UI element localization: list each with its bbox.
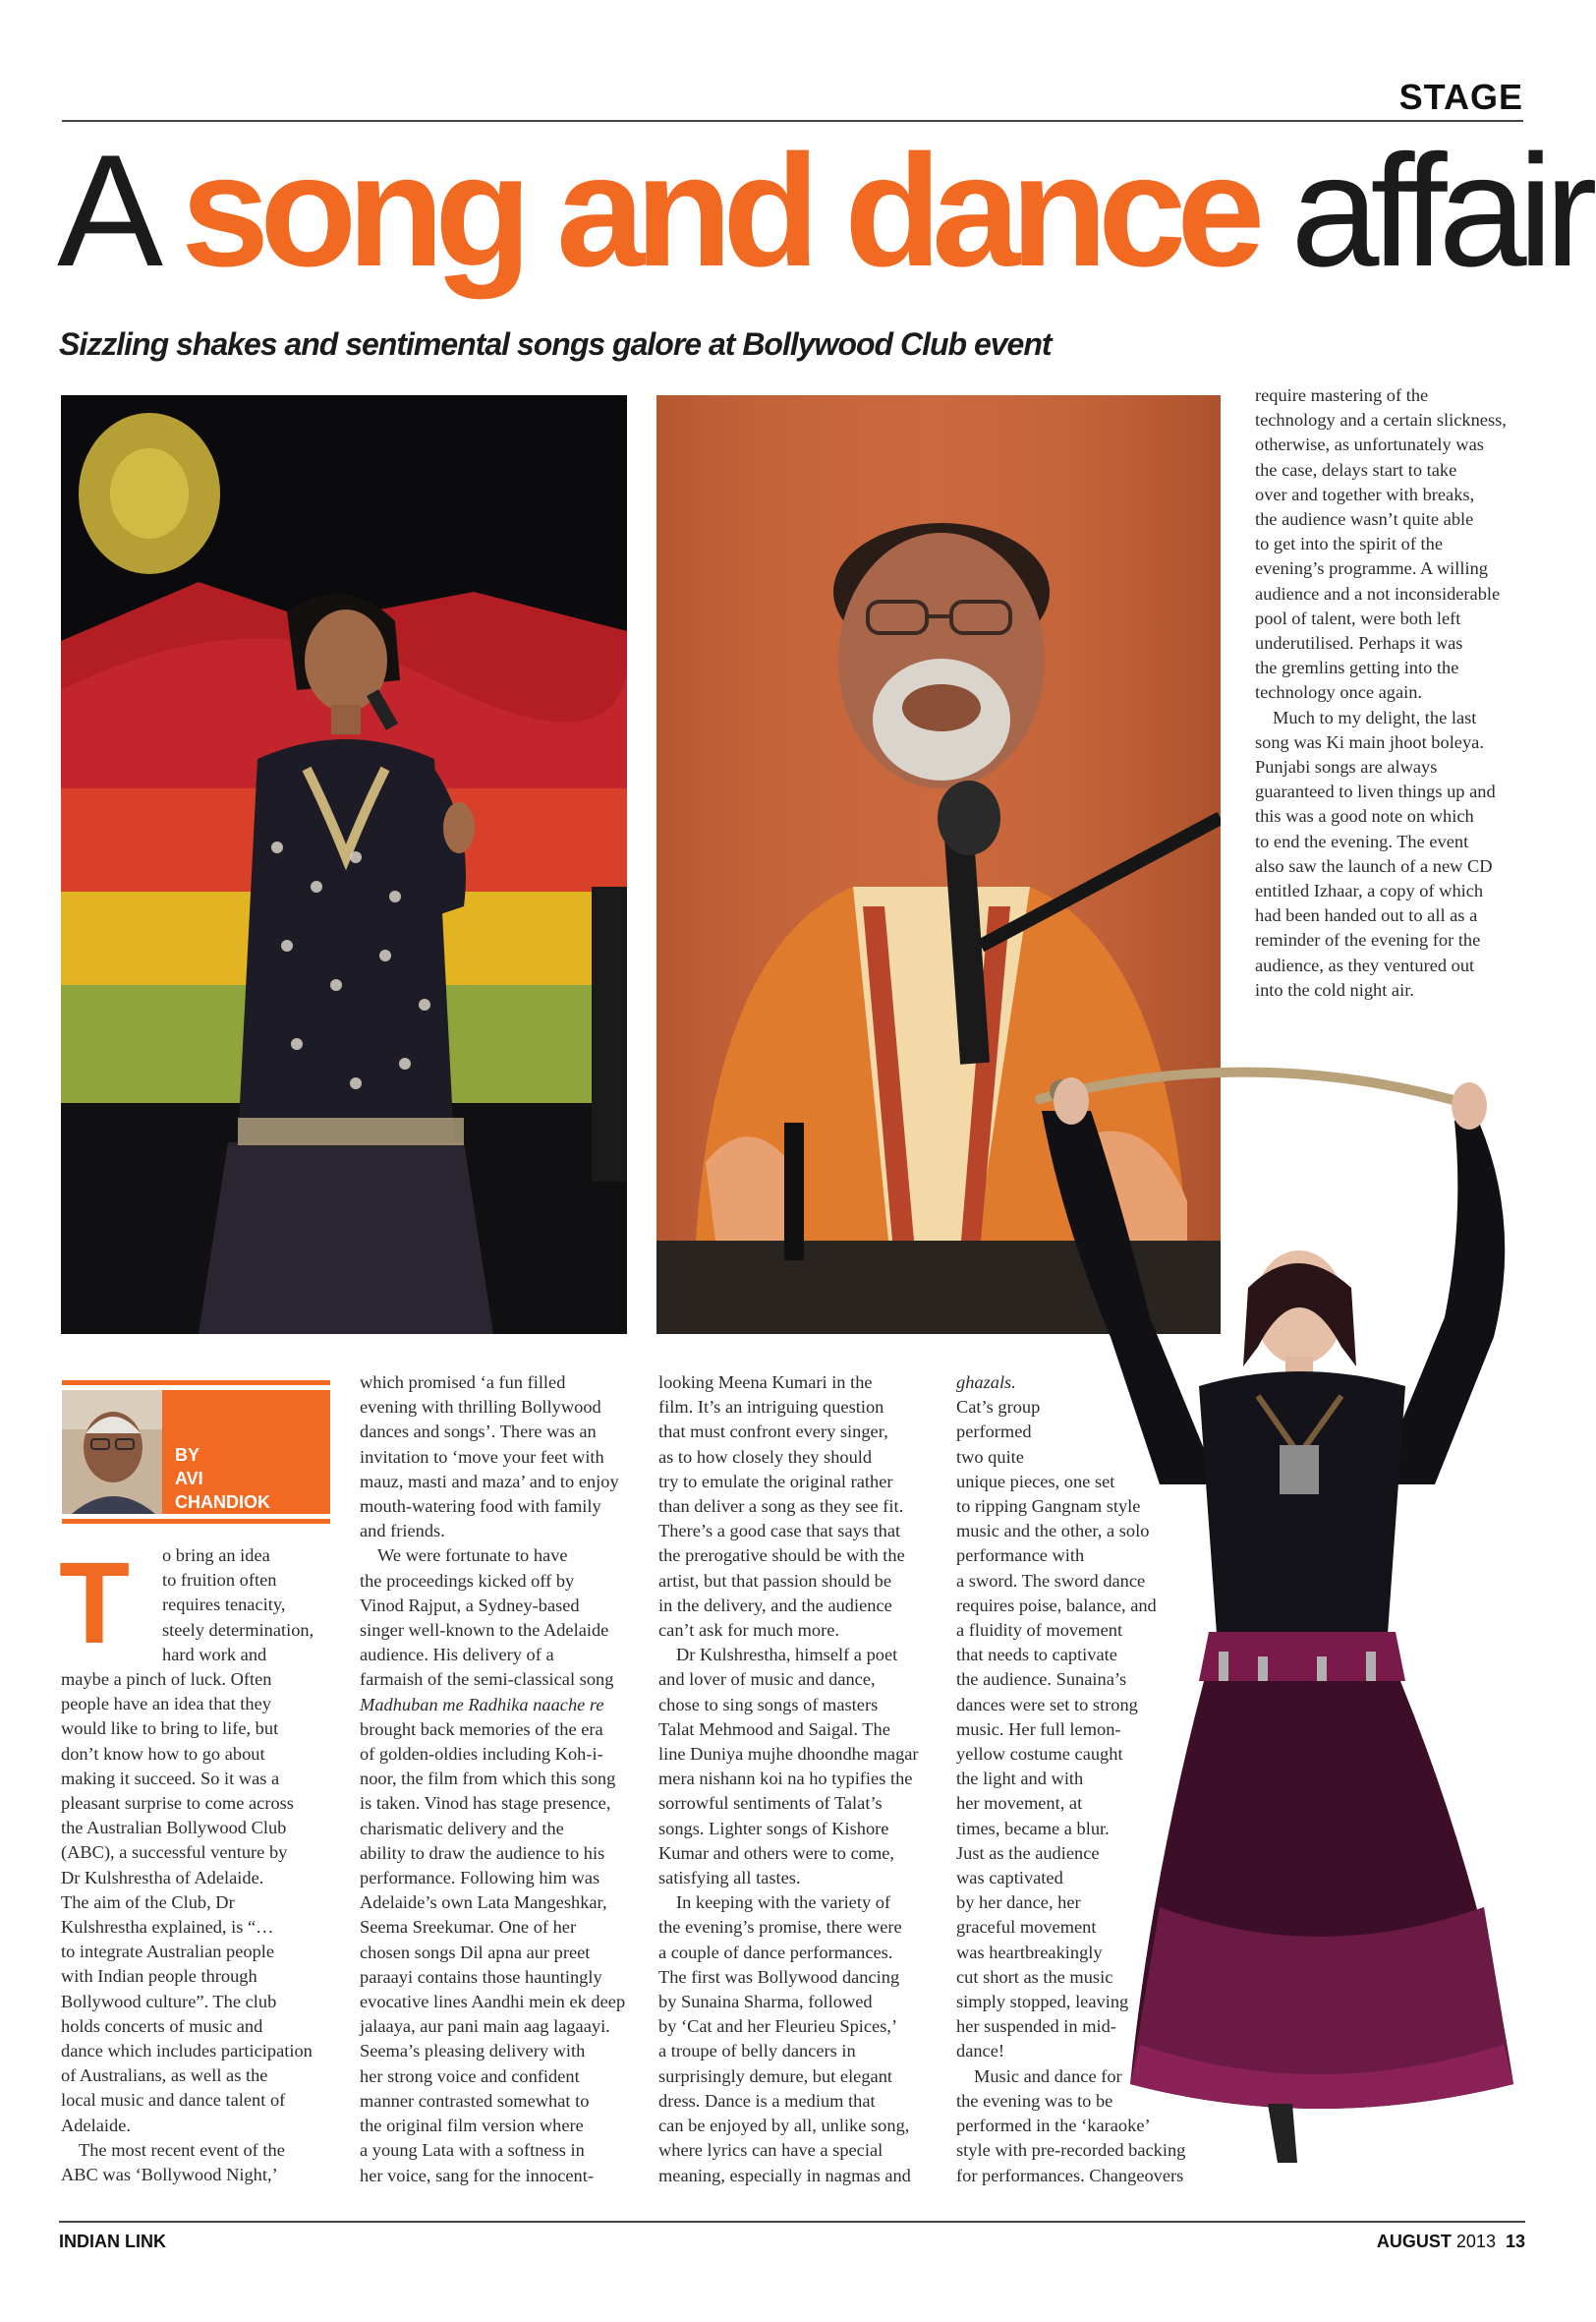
article-line: invitation to ‘move your feet with bbox=[360, 1446, 604, 1467]
article-line: film. It’s an intriguing question bbox=[658, 1397, 884, 1418]
article-line: that needs to captivate bbox=[956, 1645, 1117, 1665]
article-line: noor, the film from which this song bbox=[360, 1769, 616, 1789]
footer-rule bbox=[59, 2221, 1525, 2223]
issue-month: AUGUST bbox=[1376, 2232, 1452, 2251]
author-photo-art bbox=[62, 1390, 162, 1514]
article-line: technology and a certain slickness, bbox=[1255, 410, 1507, 431]
article-line: had been handed out to all as a bbox=[1255, 905, 1478, 926]
article-line: the Australian Bollywood Club bbox=[61, 1818, 287, 1838]
article-line: the prerogative should be with the bbox=[658, 1545, 905, 1566]
article-line: of golden-oldies including Koh-i- bbox=[360, 1744, 603, 1765]
article-line: We were fortunate to have bbox=[377, 1545, 568, 1566]
article-line: dances were set to strong bbox=[956, 1694, 1138, 1714]
article-line: her movement, at bbox=[956, 1793, 1083, 1814]
article-line: Seema Sreekumar. One of her bbox=[360, 1917, 577, 1938]
article-line: music and the other, a solo bbox=[956, 1521, 1150, 1541]
article-line: unique pieces, one set bbox=[956, 1471, 1115, 1491]
article-line: performed bbox=[956, 1422, 1032, 1442]
article-line: and friends. bbox=[360, 1521, 445, 1541]
article-line: steely determination, bbox=[162, 1619, 314, 1640]
byline-last-name: CHANDIOK bbox=[175, 1492, 270, 1512]
article-line: In keeping with the variety of bbox=[676, 1892, 891, 1913]
byline-rule-top bbox=[62, 1380, 330, 1385]
article-line: paraayi contains those hauntingly bbox=[360, 1966, 602, 1987]
article-line: (ABC), a successful venture by bbox=[61, 1842, 288, 1863]
article-line: dress. Dance is a medium that bbox=[658, 2090, 876, 2111]
article-line: the audience wasn’t quite able bbox=[1255, 509, 1474, 530]
article-column-1 bbox=[61, 1667, 346, 2187]
article-line: Kumar and others were to come, bbox=[658, 1842, 895, 1863]
article-line: try to emulate the original rather bbox=[658, 1471, 893, 1491]
article-line: mauz, masti and maza’ and to enjoy bbox=[360, 1471, 619, 1491]
article-column-4 bbox=[956, 1370, 1212, 2188]
article-line: surprisingly demure, but elegant bbox=[658, 2065, 893, 2086]
article-line: entitled Izhaar, a copy of which bbox=[1255, 881, 1484, 901]
article-line: a couple of dance performances. bbox=[658, 1942, 893, 1962]
article-line: the case, delays start to take bbox=[1255, 459, 1457, 480]
article-line: and lover of music and dance, bbox=[658, 1669, 876, 1690]
article-line: The first was Bollywood dancing bbox=[658, 1966, 900, 1987]
article-line: reminder of the evening for the bbox=[1255, 930, 1481, 951]
article-line: two quite bbox=[956, 1446, 1024, 1467]
article-line: the audience. Sunaina’s bbox=[956, 1669, 1127, 1690]
article-line: audience and a not inconsiderable bbox=[1255, 583, 1501, 604]
byline bbox=[175, 1443, 270, 1514]
article-line: ability to draw the audience to his bbox=[360, 1842, 605, 1863]
article-line: dance which includes participation bbox=[61, 2041, 313, 2061]
article-line: songs. Lighter songs of Kishore bbox=[658, 1818, 889, 1838]
article-line: Music and dance for bbox=[974, 2065, 1122, 2086]
article-line: her suspended in mid- bbox=[956, 2016, 1116, 2037]
article-line: audience. His delivery of a bbox=[360, 1645, 554, 1665]
article-line: as to how closely they should bbox=[658, 1446, 873, 1467]
article-line: dances and songs’. There was an bbox=[360, 1422, 597, 1442]
article-line: to ripping Gangnam style bbox=[956, 1496, 1141, 1517]
article-line: farmaish of the semi-classical song bbox=[360, 1669, 614, 1690]
article-line: singer well-known to the Adelaide bbox=[360, 1620, 609, 1641]
byline-label: BY bbox=[175, 1445, 200, 1465]
article-line: artist, but that passion should be bbox=[658, 1570, 892, 1591]
article-column-3 bbox=[658, 1370, 943, 2188]
article-line: was captivated bbox=[956, 1868, 1063, 1888]
article-line: line Duniya mujhe dhoondhe magar bbox=[658, 1744, 919, 1765]
article-line: manner contrasted somewhat to bbox=[360, 2090, 590, 2111]
article-line: to integrate Australian people bbox=[61, 1942, 275, 1962]
article-line: meaning, especially in nagmas and bbox=[658, 2165, 911, 2185]
article-line: charismatic delivery and the bbox=[360, 1818, 564, 1838]
article-line: Just as the audience bbox=[956, 1842, 1100, 1863]
article-line: don’t know how to go about bbox=[61, 1743, 265, 1764]
subhead: Sizzling shakes and sentimental songs galore at Bollywood Club event bbox=[59, 326, 1052, 362]
article-line: of Australians, as well as the bbox=[61, 2065, 268, 2086]
article-line: Talat Mehmood and Saigal. The bbox=[658, 1718, 890, 1739]
article-line: technology once again. bbox=[1255, 682, 1423, 703]
article-line: simply stopped, leaving bbox=[956, 1992, 1129, 2012]
singer-photo-art bbox=[61, 395, 627, 1334]
article-line: to get into the spirit of the bbox=[1255, 534, 1444, 554]
article-line: Adelaide’s own Lata Mangeshkar, bbox=[360, 1892, 607, 1913]
article-line: can’t ask for much more. bbox=[658, 1620, 840, 1641]
article-line: Punjabi songs are always bbox=[1255, 757, 1438, 778]
article-line: people have an idea that they bbox=[61, 1694, 271, 1714]
article-line: Dr Kulshrestha of Adelaide. bbox=[61, 1867, 264, 1887]
article-line: by her dance, her bbox=[956, 1892, 1081, 1913]
article-line: mera nishann koi na ho typifies the bbox=[658, 1769, 913, 1789]
article-line: where lyrics can have a special bbox=[658, 2140, 884, 2161]
article-line: this was a good note on which bbox=[1255, 806, 1474, 827]
article-line: can be enjoyed by all, unlike song, bbox=[658, 2116, 910, 2136]
byline-first-name: AVI bbox=[175, 1469, 203, 1488]
article-line: The aim of the Club, Dr bbox=[61, 1891, 235, 1912]
article-line: guaranteed to liven things up and bbox=[1255, 782, 1496, 802]
article-line: the proceedings kicked off by bbox=[360, 1570, 575, 1591]
article-line: the light and with bbox=[956, 1769, 1084, 1789]
article-line: sorrowful sentiments of Talat’s bbox=[658, 1793, 883, 1814]
article-line: than deliver a song as they see fit. bbox=[658, 1496, 904, 1517]
issue-and-page bbox=[1307, 2232, 1525, 2252]
article-line: is taken. Vinod has stage presence, bbox=[360, 1793, 611, 1814]
article-line: graceful movement bbox=[956, 1917, 1097, 1938]
article-line: her voice, sang for the innocent- bbox=[360, 2165, 594, 2185]
article-line: yellow costume caught bbox=[956, 1744, 1123, 1765]
article-line: to end the evening. The event bbox=[1255, 831, 1469, 851]
article-line: for performances. Changeovers bbox=[956, 2165, 1184, 2185]
article-line: evening with thrilling Bollywood bbox=[360, 1397, 601, 1418]
article-line: underutilised. Perhaps it was bbox=[1255, 633, 1463, 654]
publication-name: INDIAN LINK bbox=[59, 2232, 166, 2251]
author-photo bbox=[62, 1390, 162, 1514]
article-line: brought back memories of the era bbox=[360, 1718, 603, 1739]
byline-rule-bottom bbox=[62, 1519, 330, 1524]
article-line: requires tenacity, bbox=[162, 1595, 286, 1615]
article-line: requires poise, balance, and bbox=[956, 1595, 1157, 1615]
article-line: the gremlins getting into the bbox=[1255, 658, 1459, 678]
article-line: music. Her full lemon- bbox=[956, 1718, 1121, 1739]
article-line: otherwise, as unfortunately was bbox=[1255, 435, 1484, 455]
article-line: by Sunaina Sharma, followed bbox=[658, 1992, 873, 2012]
article-line: a sword. The sword dance bbox=[956, 1570, 1146, 1591]
article-line: was heartbreakingly bbox=[956, 1942, 1103, 1962]
article-line: times, became a blur. bbox=[956, 1818, 1110, 1838]
article-line: Vinod Rajput, a Sydney-based bbox=[360, 1595, 580, 1615]
article-line: o bring an idea bbox=[162, 1545, 270, 1565]
singer-photo bbox=[61, 395, 627, 1334]
article-line: would like to bring to life, but bbox=[61, 1718, 279, 1739]
article-line: style with pre-recorded backing bbox=[956, 2140, 1186, 2161]
headline-part1: A bbox=[57, 122, 182, 300]
article-column-5 bbox=[1255, 383, 1525, 1003]
page-number: 13 bbox=[1505, 2232, 1525, 2251]
article-line: ghazals. bbox=[956, 1372, 1016, 1392]
article-line: The most recent event of the bbox=[79, 2139, 285, 2160]
article-line: mouth-watering food with family bbox=[360, 1496, 601, 1517]
article-line: Bollywood culture”. The club bbox=[61, 1991, 277, 2011]
article-line: dance! bbox=[956, 2041, 1005, 2061]
article-line: chosen songs Dil apna aur preet bbox=[360, 1942, 591, 1962]
article-line: There’s a good case that says that bbox=[658, 1521, 901, 1541]
article-line: require mastering of the bbox=[1255, 385, 1429, 405]
article-line: performance with bbox=[956, 1545, 1085, 1566]
article-line: the evening’s promise, there were bbox=[658, 1917, 902, 1938]
issue-year: 2013 bbox=[1455, 2232, 1496, 2251]
section-tag: STAGE bbox=[1398, 77, 1523, 117]
article-line: Adelaide. bbox=[61, 2115, 131, 2135]
article-line: song was Ki main jhoot boleya. bbox=[1255, 731, 1484, 752]
article-line: by ‘Cat and her Fleurieu Spices,’ bbox=[658, 2016, 898, 2037]
article-line: audience, as they ventured out bbox=[1255, 955, 1475, 975]
article-line: Madhuban me Radhika naache re bbox=[360, 1694, 604, 1714]
headline bbox=[57, 118, 1589, 305]
article-line: also saw the launch of a new CD bbox=[1255, 855, 1493, 876]
article-line: satisfying all tastes. bbox=[658, 1868, 801, 1888]
article-line: a fluidity of movement bbox=[956, 1620, 1123, 1641]
article-line: with Indian people through bbox=[61, 1966, 257, 1987]
article-line: the original film version where bbox=[360, 2116, 584, 2136]
article-line: evening’s programme. A willing bbox=[1255, 558, 1489, 579]
article-column-2 bbox=[360, 1370, 645, 2188]
article-line: which promised ‘a fun filled bbox=[360, 1372, 566, 1392]
article-line: over and together with breaks, bbox=[1255, 484, 1475, 504]
article-line: to fruition often bbox=[162, 1570, 277, 1591]
article-line: Kulshrestha explained, is “… bbox=[61, 1917, 274, 1938]
article-line: hard work and bbox=[162, 1644, 267, 1664]
article-line: ABC was ‘Bollywood Night,’ bbox=[61, 2165, 278, 2185]
article-line: the evening was to be bbox=[956, 2090, 1113, 2111]
article-line: chose to sing songs of masters bbox=[658, 1694, 879, 1714]
article-line: Much to my delight, the last bbox=[1273, 707, 1477, 727]
article-line: looking Meena Kumari in the bbox=[658, 1372, 873, 1392]
headline-highlight: song and dance bbox=[181, 122, 1256, 300]
article-line: maybe a pinch of luck. Often bbox=[61, 1669, 272, 1689]
article-line: her strong voice and confident bbox=[360, 2065, 580, 2086]
article-line: holds concerts of music and bbox=[61, 2015, 263, 2036]
article-line: performance. Following him was bbox=[360, 1868, 600, 1888]
article-line: into the cold night air. bbox=[1255, 979, 1414, 1000]
article-line: jalaaya, aur pani main aag lagaayi. bbox=[360, 2016, 610, 2037]
article-line: Seema’s pleasing delivery with bbox=[360, 2041, 586, 2061]
article-line: pool of talent, were both left bbox=[1255, 608, 1461, 628]
article-line: making it succeed. So it was a bbox=[61, 1768, 280, 1788]
article-line: evocative lines Aandhi mein ek deep bbox=[360, 1992, 626, 2012]
article-line: that must confront every singer, bbox=[658, 1422, 888, 1442]
drop-cap: T bbox=[59, 1538, 131, 1668]
article-line: pleasant surprise to come across bbox=[61, 1793, 294, 1814]
article-line: performed in the ‘karaoke’ bbox=[956, 2116, 1151, 2136]
article-line: Dr Kulshrestha, himself a poet bbox=[676, 1645, 898, 1665]
article-line: in the delivery, and the audience bbox=[658, 1595, 892, 1615]
article-line: local music and dance talent of bbox=[61, 2090, 286, 2111]
headline-part2: affair bbox=[1255, 122, 1589, 300]
article-line: Cat’s group bbox=[956, 1397, 1041, 1418]
article-line: a troupe of belly dancers in bbox=[658, 2041, 856, 2061]
article-column-1-lead bbox=[162, 1543, 339, 1667]
article-line: cut short as the music bbox=[956, 1966, 1113, 1987]
article-line: a young Lata with a softness in bbox=[360, 2140, 585, 2161]
